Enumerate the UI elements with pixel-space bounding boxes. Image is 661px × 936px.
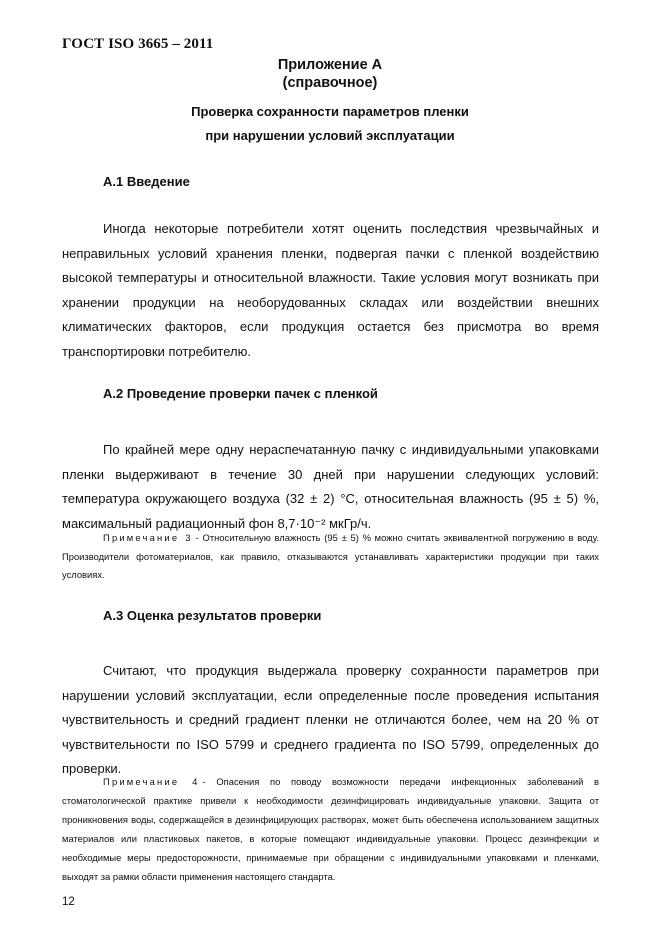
section-heading-a3: А.3 Оценка результатов проверки [103,608,322,623]
note-3-text: - Относительную влажность (95 ± 5) % можно считать эквивалентной погружению в воду. Производители фотоматериалов, как правило, отказываются устанавливать характеристики продукции при таких условиях. [62,532,599,580]
section-heading-a1: А.1 Введение [103,174,190,189]
section-paragraph-a2: По крайней мере одну нераспечатанную пачку с индивидуальными упаковками пленки выдерживают в течение 30 дней при нарушении следующих условий: температура окружающего воздуха (32 ± 2) °С, относительная влажность (95 ± 5) %, максимальный радиационный фон 8,7·10⁻² мкГр/ч. [62,442,599,531]
note-4 [62,772,599,886]
section-heading-a2: А.2 Проведение проверки пачек с пленкой [103,386,378,401]
main-title-line-2: при нарушении условий эксплуатации [205,128,455,143]
note-3-label: Примечание 3 [103,532,193,543]
appendix-title: Приложение А [277,57,383,73]
appendix-subtitle: (справочное) [282,75,378,91]
main-title-line-1: Проверка сохранности параметров пленки [191,104,469,119]
note-4-text: - Опасения по поводу возможности передачи инфекционных заболеваний в стоматологической практике привели к необходимости дезинфицировать индивидуальные упаковки. Защита от проникновения воды, содержащейся в дезинфицирующих растворах, может быть обеспечена использованием защитных материалов или пластиковых пакетов, в которые помещают индивидуальные упаковки. Процесс дезинфекции и необходимые меры предосторожности, принимаемые при обращении с индивидуальными упаковками и пленками, выходят за рамки области применения настоящего стандарта. [62,776,599,882]
document-code: ГОСТ ISO 3665 – 2011 [62,36,214,52]
page-number: 12 [62,896,75,908]
note-4-label: Примечание 4 [103,776,200,787]
note-3 [62,529,599,585]
section-paragraph-a3: Считают, что продукция выдержала проверку сохранности параметров при нарушении условий эксплуатации, если определенные после проведения испытания чувствительность и средний градиент пленки не отличаются более, чем на 20 % от чувствительности по ISO 5799 и среднего градиента по ISO 5799, определенных до проверки. [62,663,599,777]
section-paragraph-a1: Иногда некоторые потребители хотят оценить последствия чрезвычайных и неправильных условий хранения пленки, подвергая пачки с пленкой воздействию высокой температуры и относительной влажности. Такие условия могут возникать при хранении продукции на необорудованных складах или воздействии внешних климатических факторов, если продукция остается без присмотра во время транспортировки потребителю. [62,221,599,359]
